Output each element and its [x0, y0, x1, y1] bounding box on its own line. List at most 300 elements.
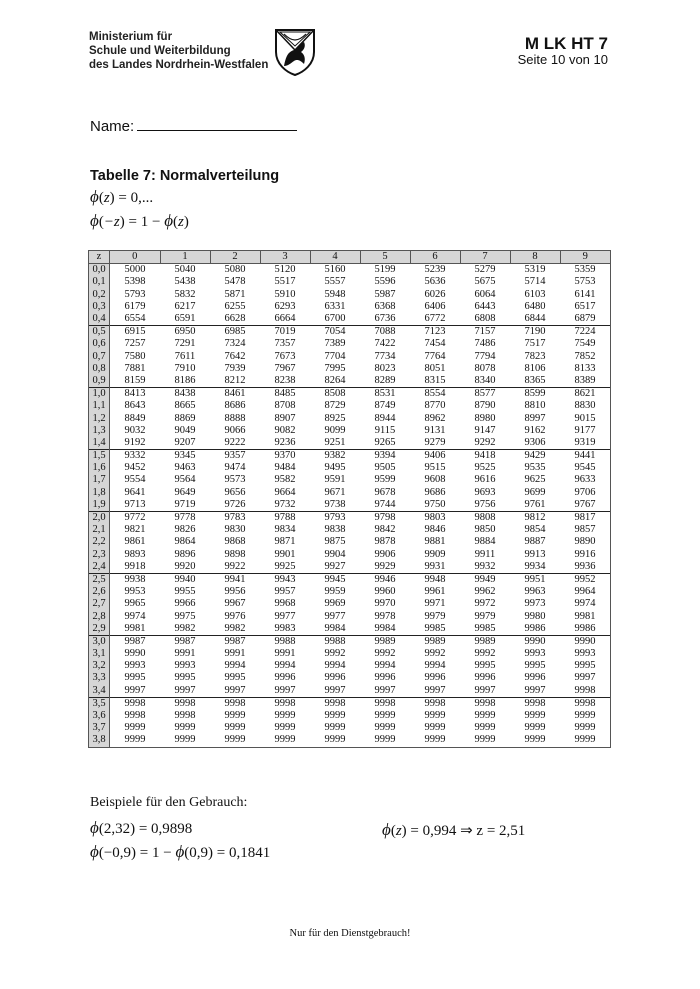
table-cell: 9960 [374, 586, 396, 598]
table-row [89, 623, 611, 636]
page-number: Seite 10 von 10 [517, 52, 608, 67]
row-z-value: 1,3 [89, 425, 110, 437]
table-cell: 6406 [424, 300, 446, 312]
table-cell: 8790 [474, 400, 496, 412]
table-cell: 9817 [560, 511, 611, 524]
table-cell: 9991 [274, 648, 296, 660]
table-cell: 7580 [124, 350, 146, 362]
table-row [89, 351, 611, 363]
table-cell: 9554 [124, 474, 146, 486]
table-cell: 9115 [374, 424, 396, 436]
table-cell: 6950 [160, 326, 210, 339]
table-cell: 9994 [274, 660, 296, 672]
table-cell: 9842 [374, 524, 396, 536]
table-cell: 9564 [174, 474, 196, 486]
table-cell: 7357 [274, 338, 296, 350]
table-cell: 6517 [560, 301, 611, 313]
table-cell: 9997 [174, 684, 196, 696]
table-cell: 9983 [274, 622, 296, 634]
table-cell: 9999 [510, 734, 560, 747]
table-cell: 6368 [374, 300, 396, 312]
table-cell: 9671 [324, 486, 346, 498]
table-cell: 7190 [510, 326, 560, 339]
table-row [89, 524, 611, 536]
table-cell: 9981 [560, 610, 611, 622]
example3-result: = 0,994 ⇒ z = 2,51 [410, 823, 526, 839]
table-cell: 8289 [374, 374, 396, 386]
table-cell: 9970 [374, 598, 396, 610]
example2-arg: −0,9 [103, 845, 132, 861]
table-cell: 9999 [410, 734, 460, 747]
table-cell: 8810 [524, 400, 546, 412]
table-row [89, 487, 611, 499]
table-cell: 9999 [310, 734, 360, 747]
table-cell: 7823 [524, 350, 546, 362]
row-z-value: 1,8 [89, 487, 110, 499]
table-cell: 9984 [374, 622, 396, 634]
table-cell: 8599 [510, 388, 560, 401]
table-row [89, 338, 611, 350]
table-cell: 9999 [160, 734, 210, 747]
table-cell: 9996 [524, 672, 546, 684]
table-title: Tabelle 7: Normalverteilung [90, 168, 280, 184]
table-cell: 9545 [560, 462, 611, 474]
table-cell: 9678 [374, 486, 396, 498]
formula-symmetry: ϕ(−z) = 1 − ϕ(z) [90, 211, 189, 230]
table-cell: 9984 [324, 622, 346, 634]
table-cell: 7642 [224, 350, 246, 362]
table-cell: 9901 [274, 548, 296, 560]
table-row [89, 326, 611, 339]
table-cell: 8078 [474, 362, 496, 374]
table-cell: 9990 [560, 635, 611, 648]
table-cell: 9015 [560, 412, 611, 424]
table-cell: 9978 [374, 610, 396, 622]
row-z-value: 1,9 [89, 499, 110, 512]
row-z-value: 3,5 [89, 697, 110, 710]
table-cell: 9945 [310, 573, 360, 586]
table-cell: 9292 [474, 436, 496, 448]
table-cell: 8925 [324, 412, 346, 424]
table-cell: 8944 [374, 412, 396, 424]
table-cell: 9999 [374, 710, 396, 722]
table-cell: 7734 [374, 350, 396, 362]
table-cell: 9821 [124, 524, 146, 536]
table-cell: 9946 [360, 573, 410, 586]
table-row [89, 685, 611, 698]
row-z-value: 0,8 [89, 363, 110, 375]
table-cell: 8461 [210, 388, 260, 401]
table-row [89, 499, 611, 512]
table-cell: 9965 [124, 598, 146, 610]
table-cell: 7019 [260, 326, 310, 339]
table-row [89, 313, 611, 326]
table-cell: 5478 [224, 276, 246, 288]
table-cell: 9772 [110, 511, 161, 524]
table-cell: 8888 [224, 412, 246, 424]
table-cell: 8643 [124, 400, 146, 412]
table-cell: 9985 [424, 622, 446, 634]
table-cell: 9890 [560, 536, 611, 548]
row-z-value: 2,7 [89, 598, 110, 610]
table-cell: 9929 [374, 560, 396, 572]
table-cell: 9967 [224, 598, 246, 610]
table-cell: 9993 [124, 660, 146, 672]
table-cell: 9974 [560, 598, 611, 610]
table-cell: 9998 [410, 697, 460, 710]
table-cell: 5279 [474, 264, 496, 276]
table-cell: 9997 [374, 684, 396, 696]
table-cell: 6628 [224, 313, 246, 325]
table-cell: 9834 [274, 524, 296, 536]
table-cell: 9332 [110, 450, 161, 463]
table-cell: 8365 [524, 374, 546, 386]
table-cell: 9732 [274, 498, 296, 510]
table-cell: 9975 [174, 610, 196, 622]
table-cell: 9916 [560, 549, 611, 561]
table-cell: 9429 [510, 450, 560, 463]
table-cell: 9750 [424, 498, 446, 510]
table-cell: 9989 [410, 635, 460, 648]
table-cell: 9656 [224, 486, 246, 498]
row-z-value: 2,9 [89, 623, 110, 636]
table-cell: 9931 [424, 560, 446, 572]
table-cell: 7088 [360, 326, 410, 339]
table-cell: 9641 [124, 486, 146, 498]
table-cell: 9778 [160, 511, 210, 524]
table-cell: 6141 [560, 289, 611, 301]
table-cell: 9996 [474, 672, 496, 684]
table-cell: 9938 [110, 573, 161, 586]
table-cell: 9971 [424, 598, 446, 610]
table-cell: 8315 [424, 374, 446, 386]
table-cell: 9370 [260, 450, 310, 463]
table-cell: 9713 [124, 498, 146, 510]
table-cell: 9032 [124, 424, 146, 436]
table-cell: 8980 [474, 412, 496, 424]
table-cell: 9406 [410, 450, 460, 463]
table-cell: 9452 [124, 462, 146, 474]
table-cell: 8708 [274, 400, 296, 412]
row-z-value: 3,3 [89, 672, 110, 684]
table-cell: 5120 [274, 264, 296, 276]
table-row [89, 573, 611, 586]
column-header-6: 6 [410, 251, 460, 264]
table-cell: 9788 [260, 511, 310, 524]
table-cell: 6915 [110, 326, 161, 339]
row-z-value: 0,3 [89, 301, 110, 313]
table-cell: 7157 [460, 326, 510, 339]
table-cell: 9996 [424, 672, 446, 684]
table-row [89, 710, 611, 722]
table-cell: 9920 [174, 560, 196, 572]
row-z-value: 3,1 [89, 648, 110, 660]
column-header-0: 0 [110, 251, 161, 264]
table-row [89, 598, 611, 610]
table-cell: 9936 [560, 561, 611, 574]
table-cell: 8106 [524, 362, 546, 374]
table-cell: 9861 [124, 536, 146, 548]
table-cell: 9484 [274, 462, 296, 474]
table-cell: 8023 [374, 362, 396, 374]
examples-title: Beispiele für den Gebrauch: [90, 795, 248, 810]
table-cell: 9994 [224, 660, 246, 672]
table-cell: 9922 [224, 560, 246, 572]
table-cell: 9992 [324, 648, 346, 660]
table-cell: 9854 [524, 524, 546, 536]
table-cell: 5596 [374, 276, 396, 288]
table-cell: 9887 [524, 536, 546, 548]
table-cell: 9998 [560, 697, 611, 710]
table-cell: 9394 [360, 450, 410, 463]
row-z-value: 0,4 [89, 313, 110, 326]
column-header-2: 2 [210, 251, 260, 264]
table-row [89, 536, 611, 548]
table-cell: 6700 [324, 313, 346, 325]
table-cell: 5040 [174, 264, 196, 276]
table-row [89, 450, 611, 463]
table-cell: 5714 [524, 276, 546, 288]
example-3: ϕ(z) = 0,994 ⇒ z = 2,51 [382, 820, 526, 839]
row-z-value: 1,1 [89, 400, 110, 412]
table-cell: 9236 [274, 436, 296, 448]
table-cell: 5636 [424, 276, 446, 288]
table-cell: 9987 [160, 635, 210, 648]
row-z-value: 3,0 [89, 635, 110, 648]
table-cell: 8849 [124, 412, 146, 424]
table-cell: 9896 [174, 548, 196, 560]
table-cell: 9964 [560, 586, 611, 598]
table-cell: 5517 [274, 276, 296, 288]
table-cell: 9131 [424, 424, 446, 436]
table-cell: 7995 [324, 362, 346, 374]
table-cell: 9147 [474, 424, 496, 436]
table-cell: 6480 [524, 300, 546, 312]
table-cell: 9999 [374, 722, 396, 734]
table-cell: 5987 [374, 288, 396, 300]
table-cell: 9515 [424, 462, 446, 474]
table-cell: 9995 [474, 660, 496, 672]
table-cell: 9505 [374, 462, 396, 474]
table-cell: 9999 [324, 710, 346, 722]
table-cell: 9955 [174, 586, 196, 598]
table-cell: 9999 [210, 734, 260, 747]
table-cell: 9998 [260, 697, 310, 710]
table-cell: 9961 [424, 586, 446, 598]
table-row [89, 610, 611, 622]
table-cell: 9987 [210, 635, 260, 648]
table-row [89, 437, 611, 450]
table-cell: 9941 [210, 573, 260, 586]
table-cell: 9649 [174, 486, 196, 498]
table-cell: 9999 [560, 722, 611, 734]
table-cell: 9982 [174, 622, 196, 634]
table-cell: 5948 [324, 288, 346, 300]
table-row [89, 586, 611, 598]
table-cell: 9998 [560, 685, 611, 698]
table-cell: 9972 [474, 598, 496, 610]
table-cell: 9999 [524, 722, 546, 734]
table-cell: 9999 [360, 734, 410, 747]
table-cell: 9957 [274, 586, 296, 598]
nrw-crest-icon [270, 26, 320, 76]
table-cell: 9997 [524, 684, 546, 696]
table-cell: 9982 [224, 622, 246, 634]
table-cell: 9999 [324, 722, 346, 734]
table-cell: 9968 [274, 598, 296, 610]
table-cell: 9997 [124, 684, 146, 696]
ministry-line-1: Ministerium für [89, 31, 173, 43]
table-cell: 7549 [560, 338, 611, 350]
table-row [89, 660, 611, 672]
table-cell: 9693 [474, 486, 496, 498]
table-cell: 9991 [174, 648, 196, 660]
table-cell: 6179 [124, 300, 146, 312]
table-cell: 7910 [174, 362, 196, 374]
table-cell: 9864 [174, 536, 196, 548]
table-cell: 9582 [274, 474, 296, 486]
table-cell: 5753 [560, 276, 611, 288]
table-cell: 9893 [124, 548, 146, 560]
table-cell: 9345 [160, 450, 210, 463]
row-z-value: 1,6 [89, 462, 110, 474]
table-cell: 9803 [410, 511, 460, 524]
table-cell: 9756 [474, 498, 496, 510]
table-cell: 9999 [460, 734, 510, 747]
row-z-value: 1,7 [89, 474, 110, 486]
table-cell: 8485 [260, 388, 310, 401]
table-cell: 9999 [474, 710, 496, 722]
table-cell: 9744 [374, 498, 396, 510]
table-cell: 9990 [510, 635, 560, 648]
table-cell: 5080 [224, 264, 246, 276]
table-cell: 9988 [260, 635, 310, 648]
table-cell: 9999 [274, 722, 296, 734]
table-cell: 9625 [524, 474, 546, 486]
example2-mid: = 1 − [139, 845, 176, 861]
table-cell: 9997 [274, 684, 296, 696]
row-z-value: 2,4 [89, 561, 110, 574]
table-cell: 9222 [224, 436, 246, 448]
table-cell: 9999 [424, 710, 446, 722]
table-cell: 7704 [324, 350, 346, 362]
table-cell: 7123 [410, 326, 460, 339]
row-z-value: 3,6 [89, 710, 110, 722]
footer-note: Nur für den Dienstgebrauch! [289, 928, 411, 939]
table-cell: 7224 [560, 326, 611, 339]
table-cell: 8212 [224, 374, 246, 386]
table-cell: 9996 [374, 672, 396, 684]
table-cell: 9850 [474, 524, 496, 536]
table-cell: 9996 [324, 672, 346, 684]
table-cell: 7389 [324, 338, 346, 350]
table-cell: 8438 [160, 388, 210, 401]
table-cell: 9846 [424, 524, 446, 536]
table-cell: 9535 [524, 462, 546, 474]
table-cell: 5000 [124, 264, 146, 276]
row-z-value: 2,8 [89, 610, 110, 622]
table-cell: 9761 [524, 498, 546, 510]
table-cell: 9969 [324, 598, 346, 610]
table-cell: 9099 [324, 424, 346, 436]
table-cell: 9904 [324, 548, 346, 560]
row-z-value: 0,6 [89, 338, 110, 350]
table-cell: 7967 [274, 362, 296, 374]
table-cell: 9049 [174, 424, 196, 436]
row-z-value: 1,4 [89, 437, 110, 450]
row-z-value: 2,2 [89, 536, 110, 548]
table-cell: 9977 [274, 610, 296, 622]
table-cell: 9940 [160, 573, 210, 586]
table-cell: 9998 [160, 697, 210, 710]
table-cell: 8554 [410, 388, 460, 401]
table-cell: 5438 [174, 276, 196, 288]
table-cell: 9927 [324, 560, 346, 572]
name-blank-line [137, 118, 297, 131]
row-z-value: 3,2 [89, 660, 110, 672]
table-cell: 5359 [560, 264, 611, 277]
table-cell: 8413 [110, 388, 161, 401]
table-cell: 9177 [560, 425, 611, 437]
table-cell: 9998 [210, 697, 260, 710]
table-cell: 8665 [174, 400, 196, 412]
table-cell: 9573 [224, 474, 246, 486]
row-z-value: 1,2 [89, 412, 110, 424]
table-cell: 8621 [560, 388, 611, 401]
table-cell: 9998 [310, 697, 360, 710]
table-cell: 9664 [274, 486, 296, 498]
row-z-value: 1,5 [89, 450, 110, 463]
table-cell: 9995 [224, 672, 246, 684]
table-cell: 6103 [524, 288, 546, 300]
table-cell: 7852 [560, 351, 611, 363]
table-cell: 9418 [460, 450, 510, 463]
column-header-9: 9 [560, 251, 611, 264]
table-cell: 9686 [424, 486, 446, 498]
table-cell: 9251 [324, 436, 346, 448]
table-row [89, 425, 611, 437]
table-cell: 9976 [224, 610, 246, 622]
table-row [89, 697, 611, 710]
table-cell: 6664 [274, 313, 296, 325]
table-cell: 9932 [474, 560, 496, 572]
table-cell: 6736 [374, 313, 396, 325]
table-cell: 9996 [274, 672, 296, 684]
table-row [89, 672, 611, 684]
row-z-value: 3,7 [89, 722, 110, 734]
table-cell: 9988 [310, 635, 360, 648]
column-header-z: z [89, 251, 110, 264]
table-cell: 9808 [460, 511, 510, 524]
table-cell: 9319 [560, 437, 611, 450]
table-cell: 9962 [474, 586, 496, 598]
table-cell: 9997 [224, 684, 246, 696]
table-cell: 5832 [174, 288, 196, 300]
table-cell: 8749 [374, 400, 396, 412]
example1-arg: 2,32 [103, 821, 131, 837]
table-cell: 8186 [174, 374, 196, 386]
table-cell: 9798 [360, 511, 410, 524]
table-cell: 8770 [424, 400, 446, 412]
table-cell: 9525 [474, 462, 496, 474]
row-z-value: 1,0 [89, 388, 110, 401]
table-row [89, 648, 611, 660]
table-cell: 9913 [524, 548, 546, 560]
table-cell: 7291 [174, 338, 196, 350]
table-cell: 8729 [324, 400, 346, 412]
table-cell: 5910 [274, 288, 296, 300]
table-cell: 9998 [174, 710, 196, 722]
